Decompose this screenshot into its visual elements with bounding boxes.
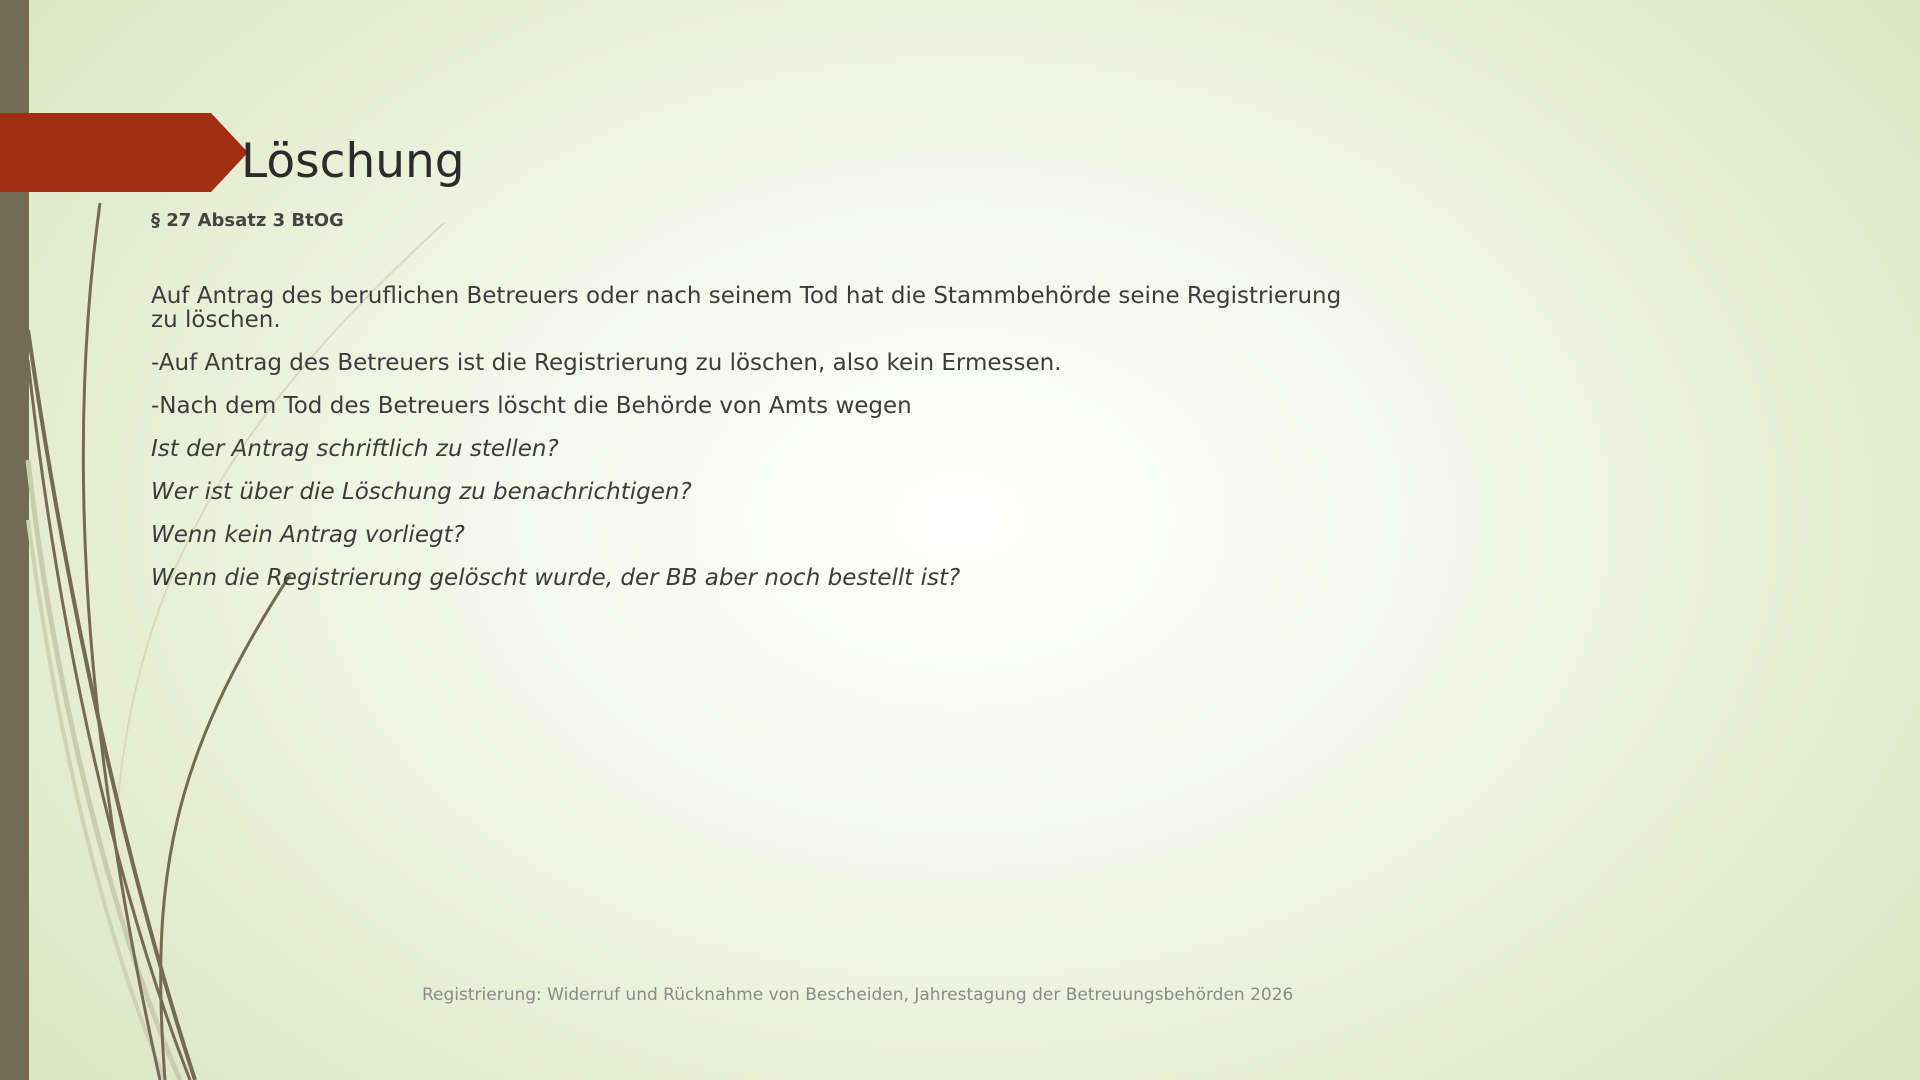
question-schriftlich: Ist der Antrag schriftlich zu stellen? <box>151 436 559 462</box>
title-accent-tab <box>0 113 248 192</box>
slide-subtitle: § 27 Absatz 3 BtOG <box>151 210 344 231</box>
body-paragraph-tod: -Nach dem Tod des Betreuers löscht die Behörde von Amts wegen <box>151 393 912 419</box>
slide-body <box>151 284 1371 609</box>
body-paragraph-antrag: -Auf Antrag des Betreuers ist die Registrierung zu löschen, also kein Ermessen. <box>151 350 1062 376</box>
question-kein-antrag: Wenn kein Antrag vorliegt? <box>151 522 465 548</box>
question-geloescht-bestellt: Wenn die Registrierung gelöscht wurde, der BB aber noch bestellt ist? <box>151 565 961 591</box>
slide-title: Löschung <box>241 134 465 189</box>
body-paragraph-intro: Auf Antrag des beruflichen Betreuers oder nach seinem Tod hat die Stammbehörde seine Registrierung zu löschen. <box>151 283 1342 333</box>
question-benachrichtigen: Wer ist über die Löschung zu benachrichtigen? <box>151 479 692 505</box>
slide-footer: Registrierung: Widerruf und Rücknahme von Bescheiden, Jahrestagung der Betreuungsbehörden 2026 <box>422 985 1294 1005</box>
